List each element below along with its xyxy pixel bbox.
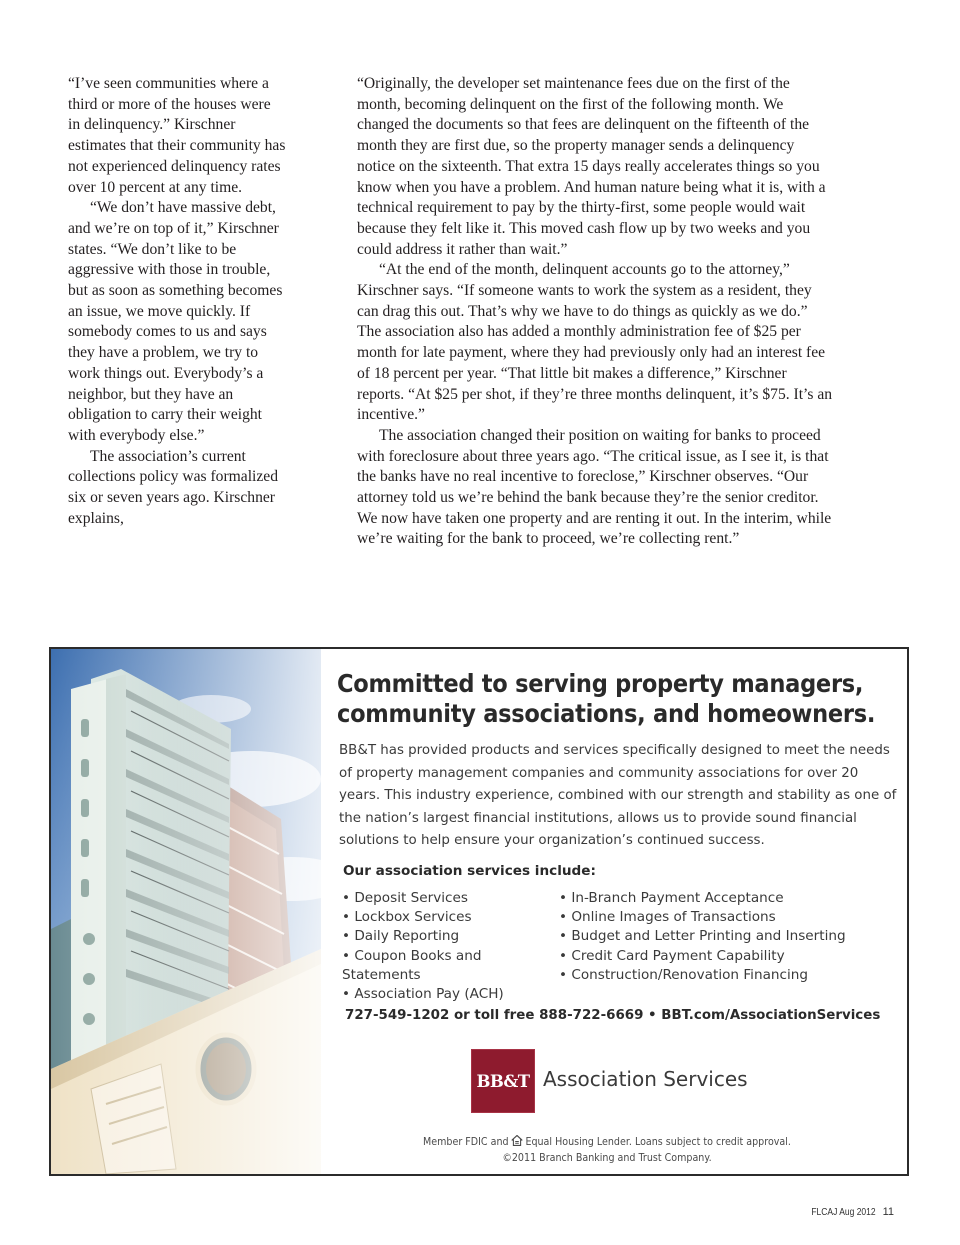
bbt-advertisement bbox=[49, 647, 909, 1176]
ad-copy bbox=[337, 649, 907, 1174]
services-list-left bbox=[342, 889, 557, 1004]
publication-info: FLCAJ Aug 2012 bbox=[811, 1207, 876, 1218]
building-photo bbox=[51, 649, 321, 1174]
logo-text: Association Services bbox=[543, 1067, 748, 1091]
service-item: • Coupon Books and Statements bbox=[342, 947, 557, 985]
service-item: • Budget and Letter Printing and Inserting bbox=[559, 927, 904, 946]
article-paragraph: “Originally, the developer set maintenance fees due on the first of the month, becoming delinquent on the first of the following month. We changed the documents so that fees are delinquent on the fifteenth of the month they are first due, so the property manager sends a delinquency notice on the sixteenth. That extra 15 days really accelerates things so you know when you have a problem. And human nature being what it is, with a technical requirement to pay by the thirty-first, some people would wait because they felt like it. This moved cash flow up by two weeks and you could address it rather than wait.” bbox=[357, 75, 826, 258]
ad-headline-line-1: Committed to serving property managers, bbox=[337, 669, 864, 698]
article-paragraph: The association’s current collections policy was formalized six or seven years ago. Kirschner explains, bbox=[68, 447, 279, 527]
ad-headline-line-2: community associations, and homeowners. bbox=[337, 699, 876, 728]
service-item: • Construction/Renovation Financing bbox=[559, 966, 904, 985]
logo-mark: BB&T bbox=[476, 1071, 530, 1091]
equal-housing-icon bbox=[512, 1135, 523, 1146]
service-item: • Association Pay (ACH) bbox=[342, 985, 557, 1004]
article-column-left bbox=[68, 74, 286, 529]
service-item: • Lockbox Services bbox=[342, 908, 557, 927]
article-paragraph: “I’ve seen communities where a third or more of the houses were in delinquency.” Kirschner estimates that their community has not experienced delinquency rates over 10 percent at any time. bbox=[68, 75, 286, 196]
service-item: • Online Images of Transactions bbox=[559, 908, 904, 927]
bbt-logo bbox=[471, 1049, 771, 1113]
ad-intro: BB&T has provided products and services specifically designed to meet the needs of property management companies and community associations for over 20 years. This industry experience, combined with our strength and stability as one of the nation’s largest financial institutions, allows us to provide sound financial solutions to help ensure your organization’s continued success. bbox=[339, 743, 897, 848]
logo-box bbox=[471, 1049, 535, 1113]
ad-headline bbox=[337, 669, 898, 729]
fine-print-part-a: Member FDIC and bbox=[423, 1136, 509, 1148]
page-footer bbox=[800, 1206, 894, 1218]
service-item: • Credit Card Payment Capability bbox=[559, 947, 904, 966]
service-item: • In-Branch Payment Acceptance bbox=[559, 889, 904, 908]
service-item: • Deposit Services bbox=[342, 889, 557, 908]
article-column-right bbox=[357, 74, 835, 550]
services-list-right bbox=[559, 889, 904, 985]
service-item: • Daily Reporting bbox=[342, 927, 557, 946]
fine-print-copyright: ©2011 Branch Banking and Trust Company. bbox=[502, 1152, 712, 1164]
article-paragraph: The association changed their position on waiting for banks to proceed with foreclosure about three years ago. “The critical issue, as I see it, is that the banks have no real incentive to foreclose,” Kirschner observes. “Our attorney told us we’re behind the bank because they’re the senior creditor. We now have taken one property and are renting it out. In the interim, while we’re waiting for the bank to proceed, we’re collecting rent.” bbox=[357, 426, 832, 548]
services-title: Our association services include: bbox=[343, 863, 596, 879]
article-paragraph: “We don’t have massive debt, and we’re on top of it,” Kirschner states. “We don’t like to be aggressive with those in trouble, but as soon as something becomes an issue, we move quickly. If somebody comes to us and says they have a problem, we try to work things out. Everybody’s a neighbor, but they have an obligation to carry their weight with everybody else.” bbox=[68, 199, 283, 444]
contact-line: 727-549-1202 or toll free 888-722-6669 • BBT.com/AssociationServices bbox=[345, 1008, 881, 1023]
article-paragraph: “At the end of the month, delinquent accounts go to the attorney,” Kirschner says. “If someone wants to work the system as a resident, they can drag this out. That’s why we have to do things as quickly as we do.” The association also has added a monthly administration fee of $25 per month for late payment, where they had previously only had an interest fee of 18 percent per year. “That little bit makes a difference,” Kirschner reports. “At $25 per shot, if they’re three months delinquent, it’s $75. It’s an incentive.” bbox=[357, 261, 833, 424]
page-number: 11 bbox=[882, 1206, 894, 1218]
fine-print-part-b: Equal Housing Lender. Loans subject to credit approval. bbox=[525, 1136, 791, 1148]
fine-print bbox=[364, 1134, 850, 1166]
